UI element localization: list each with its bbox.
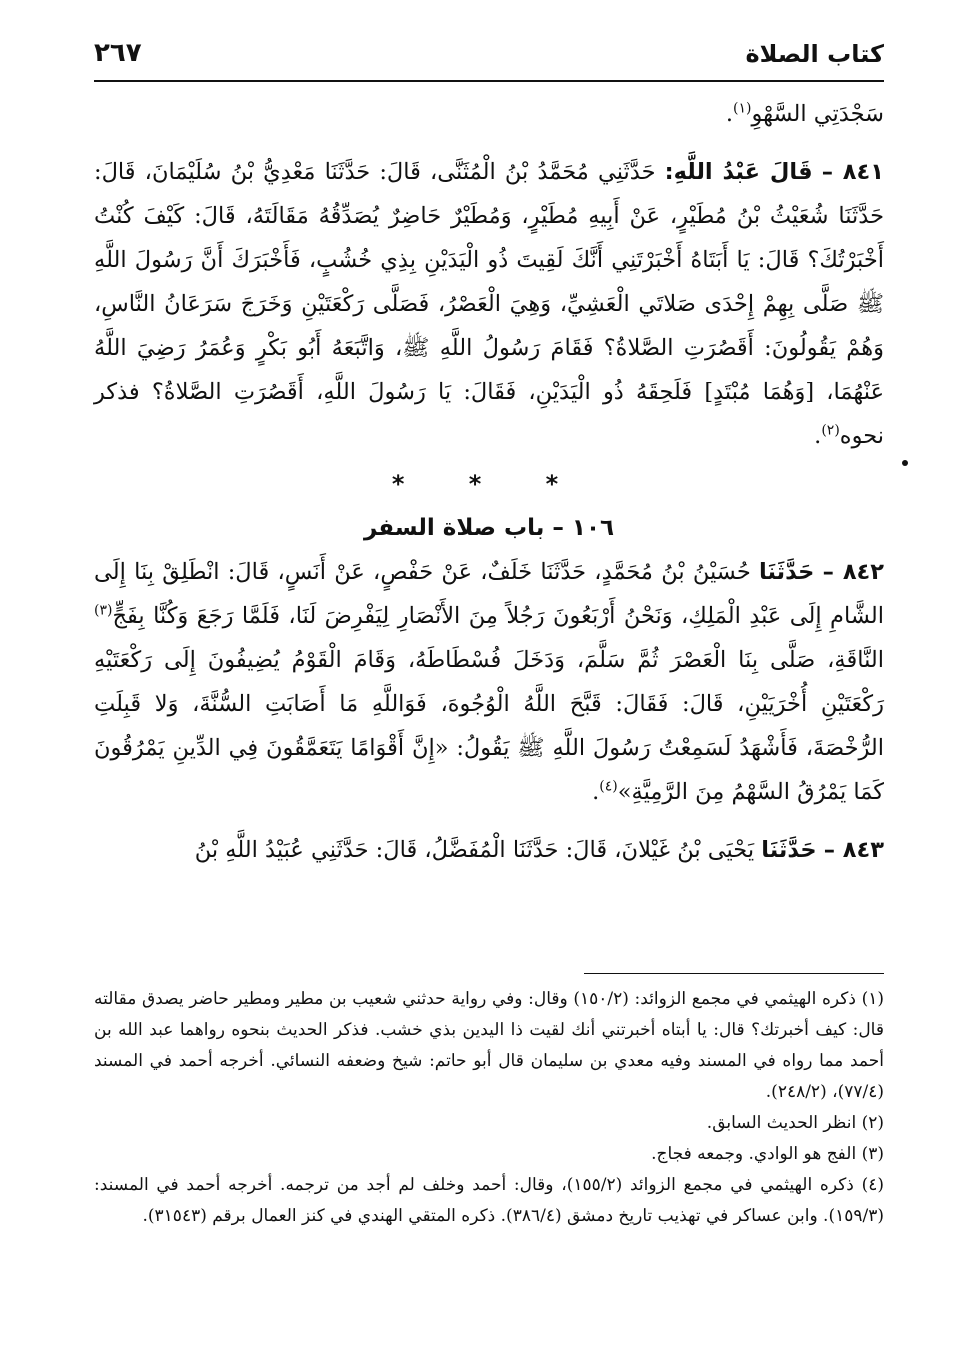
footnote-3: (٣) الفج هو الوادي. وجمعه فجاج. [651,1144,884,1164]
footnote-ref-4: (٤) [599,778,618,795]
page-number: ٢٦٧ [94,38,142,68]
hadith-number-843: ٨٤٣ – [823,837,884,863]
footnote-2: (٢) انظر الحديث السابق. [706,1113,884,1133]
hadith-842-lead: حَدَّثَنَا [759,559,815,585]
running-head [94,36,884,76]
main-text [94,92,884,872]
footnote-4: (٤) ذكره الهيثمي في مجمع الزوائد (١٥٥/٢)، وقال: أحمد وخلف لم أجد من ترجمه. أخرجه أحمد في المسند: (١٥٩/٣). وابن عساكر في تهذيب تاريخ دمشق (٣٨٦/٤). ذكره المتقي الهندي في كنز العمال برقم (٣١٥٤٣). [94,1175,884,1226]
hadith-841-lead: قَالَ عَبْدُ اللَّهِ: [664,159,813,185]
footnote-1: (١) ذكره الهيثمي في مجمع الزوائد: (١٥٠/٢) وقال: وفي رواية حدثني شعيب بن مطير ومطير حاضر يصدق مقالته قال: كيف أخبرتك؟ قال: يا أبتاه أخبرتني أنك لقيت ذا اليدين بذي خشب. فذكر الحديث بنحوه رواهما عبد الله بن أحمد مما رواه في المسند وفيه معدي بن سليمان قال أبو حاتم: شيخ وضعفه النسائي. أخرجه أحمد في المسند (٧٧/٤)، (٢٤٨/٢). [94,989,885,1102]
hadith-842: ٨٤٢ – حَدَّثَنَا حُسَيْنُ بْنُ مُحَمَّدٍ، حَدَّثَنَا خَلَفٌ، عَنْ حَفْصٍ، عَنْ أَنَسٍ، قَالَ: انْطَلِقْ بِنَا إِلَى الشَّامِ إِلَى عَبْدِ الْمَلِكِ، وَنَحْنُ أَرْبَعُونَ رَجُلاً مِنَ الأَنْصَارِ لِيَفْرِضَ لَنَا، فَلَمَّا رَجَعَ وَكُنَّا بِفَجٍّ$^{(٣)}$ النَّاقَةِ، صَلَّى بِنَا الْعَصْرَ ثُمَّ سَلَّمَ، وَدَخَلَ فُسْطَاطَهُ، وَقَامَ الْقَوْمُ يُضِيفُونَ إِلَى رَكْعَتَيْهِ رَكْعَتَيْنِ أُخْرَيَيْنِ، قَالَ: فَقَالَ: قَبَّحَ اللَّهُ الْوُجُوهَ، فَوَاللَّهِ مَا أَصَابَتِ السُّنَّةَ، وَلا قَبِلَتِ الرُّخْصَةَ، فَأَشْهَدُ لَسَمِعْتُ رَسُولَ اللَّهِ ﷺ يَقُولُ: «إِنَّ أَقْوَامًا يَتَعَمَّقُونَ فِي الدِّينِ يَمْرُقُونَ كَمَا يَمْرُقُ السَّهْمُ مِنَ الرَّمِيَّةِ»$^{(٤)}$. [94,559,885,805]
header-rule [94,80,884,82]
hadith-number-842: ٨٤٢ – [822,559,885,585]
book-page [94,0,884,1362]
hadith-842-text-b: النَّاقَةِ، صَلَّى بِنَا الْعَصْرَ ثُمَّ سَلَّمَ، وَدَخَلَ فُسْطَاطَهُ، وَقَامَ الْقَوْمُ يُضِيفُونَ إِلَى رَكْعَتَيْهِ رَكْعَتَيْنِ أُخْرَيَيْنِ، قَالَ: فَقَالَ: قَبَّحَ اللَّهُ الْوُجُوهَ، فَوَاللَّهِ مَا أَصَابَتِ السُّنَّةَ، وَلا قَبِلَتِ الرُّخْصَةَ، فَأَشْهَدُ لَسَمِعْتُ رَسُولَ اللَّهِ ﷺ يَقُولُ: «إِنَّ أَقْوَامًا يَتَعَمَّقُونَ فِي الدِّينِ يَمْرُقُونَ كَمَا يَمْرُقُ السَّهْمُ مِنَ الرَّمِيَّةِ» [94,647,884,805]
chapter-heading: ١٠٦ – باب صلاة السفر [363,515,615,541]
hadith-843 [94,828,884,872]
hadith-843-lead: حَدَّثَنَا [761,837,817,863]
continuation-text: سَجْدَتِي السَّهْوِ [751,101,884,127]
section-separator-stars: * * * [391,470,587,498]
hadith-number-841: ٨٤١ – [821,159,884,185]
hadith-841-text: حَدَّثَنِي مُحَمَّدُ بْنُ الْمُثَنَّى، قَالَ: حَدَّثَنَا مَعْدِيُّ بْنُ سُلَيْمَانَ، قَالَ: حَدَّثَنَا شُعَيْثُ بْنُ مُطَيْرٍ، عَنْ أَبِيهِ مُطَيْرٍ، وَمُطَيْرٌ حَاضِرٌ يُصَدِّقُهُ مَقَالَتَهُ، قَالَ: كَيْفَ كُنْتُ أَخْبَرْتُكَ؟ قَالَ: يَا أَبَتَاهُ أَخْبَرْتَنِي أَنَّكَ لَقِيتَ ذُو الْيَدَيْنِ بِذِي خُشُبٍ، فَأَخْبَرَكَ أَنَّ رَسُولَ اللَّهِ ﷺ صَلَّى بِهِمْ إِحْدَى صَلاتَي الْعَشِيِّ، وَهِيَ الْعَصْرُ، فَصَلَّى رَكْعَتَيْنِ وَخَرَجَ سَرَعَانُ النَّاسِ، وَهُمْ يَقُولُونَ: أَقَصُرَتِ الصَّلاةُ؟ فَقَامَ رَسُولُ اللَّهِ ﷺ، وَاتَّبَعَهُ أَبُو بَكْرٍ وَعُمَرُ رَضِيَ اللَّهُ عَنْهُمَا، [وَهُمَا مُبْتَدٍ] فَلَحِقَهُ ذُو الْيَدَيْنِ، فَقَالَ: يَا رَسُولَ اللَّهِ، أَقَصُرَتِ الصَّلاةُ؟ فذكر نحوه [94,159,884,449]
footnotes [94,984,884,1232]
hadith-841: ٨٤١ – قَالَ عَبْدُ اللَّهِ: حَدَّثَنِي مُحَمَّدُ بْنُ الْمُثَنَّى، قَالَ: حَدَّثَنَا مَعْدِيُّ بْنُ سُلَيْمَانَ، قَالَ: حَدَّثَنَا شُعَيْثُ بْنُ مُطَيْرٍ، عَنْ أَبِيهِ مُطَيْرٍ، وَمُطَيْرٌ حَاضِرٌ يُصَدِّقُهُ مَقَالَتَهُ، قَالَ: كَيْفَ كُنْتُ أَخْبَرْتُكَ؟ قَالَ: يَا أَبَتَاهُ أَخْبَرْتَنِي أَنَّكَ لَقِيتَ ذُو الْيَدَيْنِ بِذِي خُشُبٍ، فَأَخْبَرَكَ أَنَّ رَسُولَ اللَّهِ ﷺ صَلَّى بِهِمْ إِحْدَى صَلاتَي الْعَشِيِّ، وَهِيَ الْعَصْرُ، فَصَلَّى رَكْعَتَيْنِ وَخَرَجَ سَرَعَانُ النَّاسِ، وَهُمْ يَقُولُونَ: أَقَصُرَتِ الصَّلاةُ؟ فَقَامَ رَسُولُ اللَّهِ ﷺ، وَاتَّبَعَهُ أَبُو بَكْرٍ وَعُمَرُ رَضِيَ اللَّهُ عَنْهُمَا، [وَهُمَا مُبْتَدٍ] فَلَحِقَهُ ذُو الْيَدَيْنِ، فَقَالَ: يَا رَسُولَ اللَّهِ، أَقَصُرَتِ الصَّلاةُ؟ فذكر نحوه$^{(٢)}$. [94,159,884,449]
margin-ink-dot [902,460,908,466]
footnote-ref-1: (١) [733,100,752,117]
chapter-running-title: كتاب الصلاة [745,40,884,68]
footnote-ref-3: (٣) [94,602,113,619]
continuation-line: سَجْدَتِي السَّهْوِ$^{(١)}$. [725,100,884,127]
footnote-ref-2: (٢) [821,422,840,439]
hadith-842-text-a: حُسَيْنُ بْنُ مُحَمَّدٍ، حَدَّثَنَا خَلَفٌ، عَنْ حَفْصٍ، عَنْ أَنَسٍ، قَالَ: انْطَلِقْ بِنَا إِلَى الشَّامِ إِلَى عَبْدِ الْمَلِكِ، وَنَحْنُ أَرْبَعُونَ رَجُلاً مِنَ الأَنْصَارِ لِيَفْرِضَ لَنَا، فَلَمَّا رَجَعَ وَكُنَّا بِفَجٍّ [94,559,884,629]
hadith-843-text: يَحْيَى بْنُ غَيْلانَ، قَالَ: حَدَّثَنَا الْمُفَضَّلُ، قَالَ: حَدَّثَنِي عُبَيْدُ اللَّهِ بْنُ [194,837,755,863]
footnote-separator-rule [584,973,884,974]
